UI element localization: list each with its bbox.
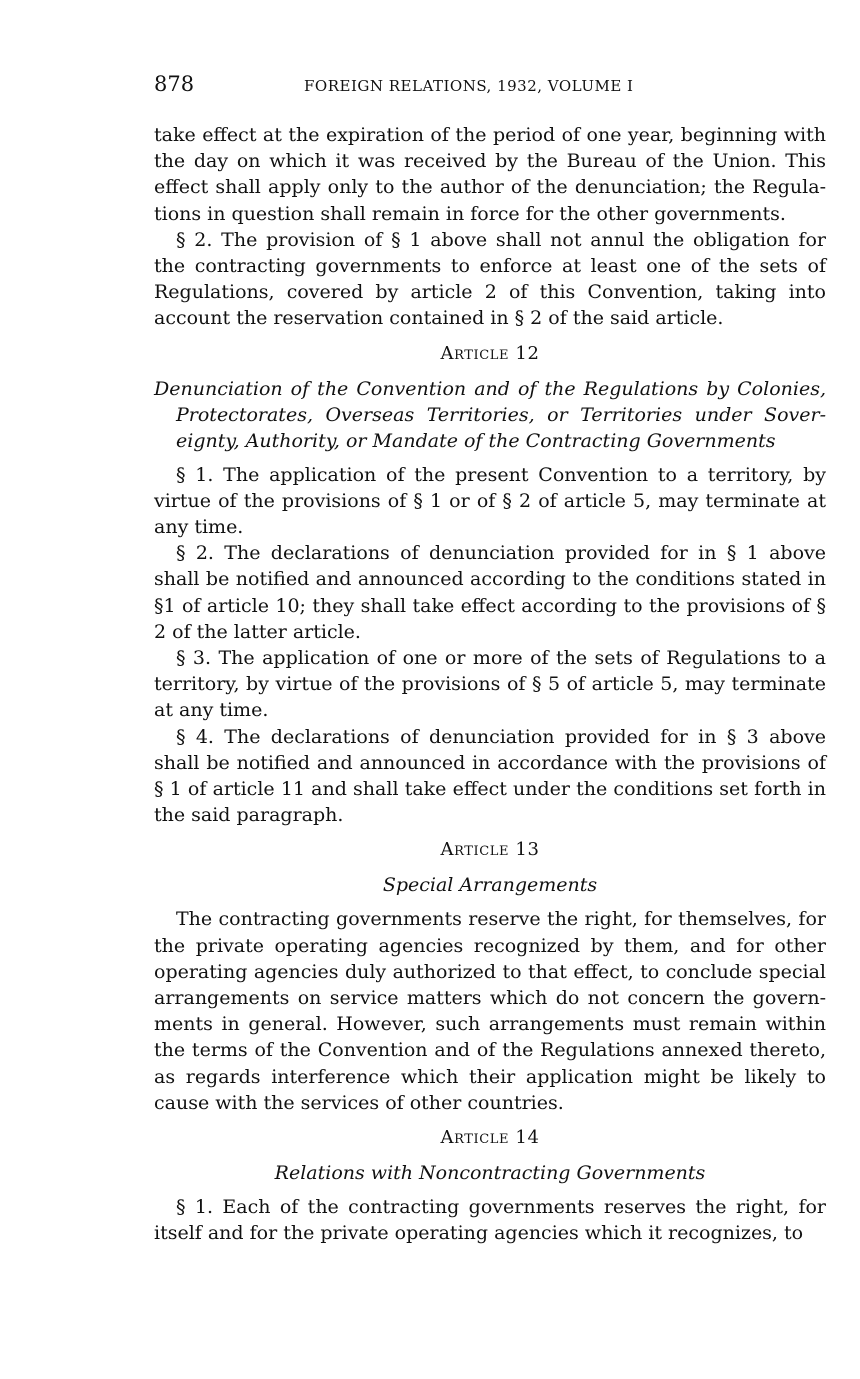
article-13-subtitle: Special Arrangements <box>382 874 598 897</box>
paragraph-article11-section2: § 2. The provision of § 1 above shall not annul the obligation for the contracting governments to enforce at least one of the sets of Regulations, covered by article 2 of this Convention, taking into account the reservation contained in § 2 of the said article. <box>154 228 826 330</box>
article-14-heading: Article 14 <box>440 1127 540 1149</box>
article-14-subtitle: Relations with Noncontracting Governments <box>274 1162 706 1185</box>
article-12-section-2: § 2. The declarations of denunciation provided for in § 1 above shall be notified and announced according to the conditions stated in §1 of article 10; they shall take effect according to the provisions of § 2 of the latter article. <box>154 542 826 643</box>
article-12-section-3: § 3. The application of one or more of the sets of Regulations to a territory, by virtue of the provisions of § 5 of article 5, may terminate at any time. <box>154 647 826 722</box>
running-head <box>154 72 826 106</box>
article-12-heading: Article 12 <box>440 342 540 364</box>
article-12-section-1: § 1. The application of the present Convention to a territory, by virtue of the provisions of § 1 or of § 2 of article 5, may terminate at any time. <box>154 463 826 539</box>
article-13-paragraph: The contracting governments reserve the right, for themselves, for the private operating agencies recognized by them, and for other operating agencies duly authorized to that effect, to conclude special arrangements on service matters which do not concern the governments in general. However, such arrangements must remain within the terms of the Convention and of the Regulations annexed thereto, as regards interference which their application might be likely to cause with the services of other countries. <box>154 908 826 1114</box>
article-13-heading: Article 13 <box>440 839 540 861</box>
page-number: 878 <box>154 72 195 96</box>
running-title: FOREIGN RELATIONS, 1932, VOLUME I <box>304 77 634 95</box>
article-12-subtitle: Denunciation of the Convention and of the Regulations by Colonies, Protectorates, Overseas Territories, or Territories under Sovereignty, Authority, or Mandate of the Contracting Governments <box>154 377 826 452</box>
paragraph-continuation: take effect at the expiration of the period of one year, beginning with the day on which it was received by the Bureau of the Union. This effect shall apply only to the author of the denunciation; the Regulations in question shall remain in force for the other governments. <box>154 124 826 225</box>
article-14-section-1: § 1. Each of the contracting governments reserves the right, for itself and for the private operating agencies which it recognizes, to <box>154 1196 826 1245</box>
document-page <box>154 72 826 1247</box>
article-12-section-4: § 4. The declarations of denunciation provided for in § 3 above shall be notified and announced in accordance with the provisions of § 1 of article 11 and shall take effect under the conditions set forth in the said paragraph. <box>154 725 826 827</box>
